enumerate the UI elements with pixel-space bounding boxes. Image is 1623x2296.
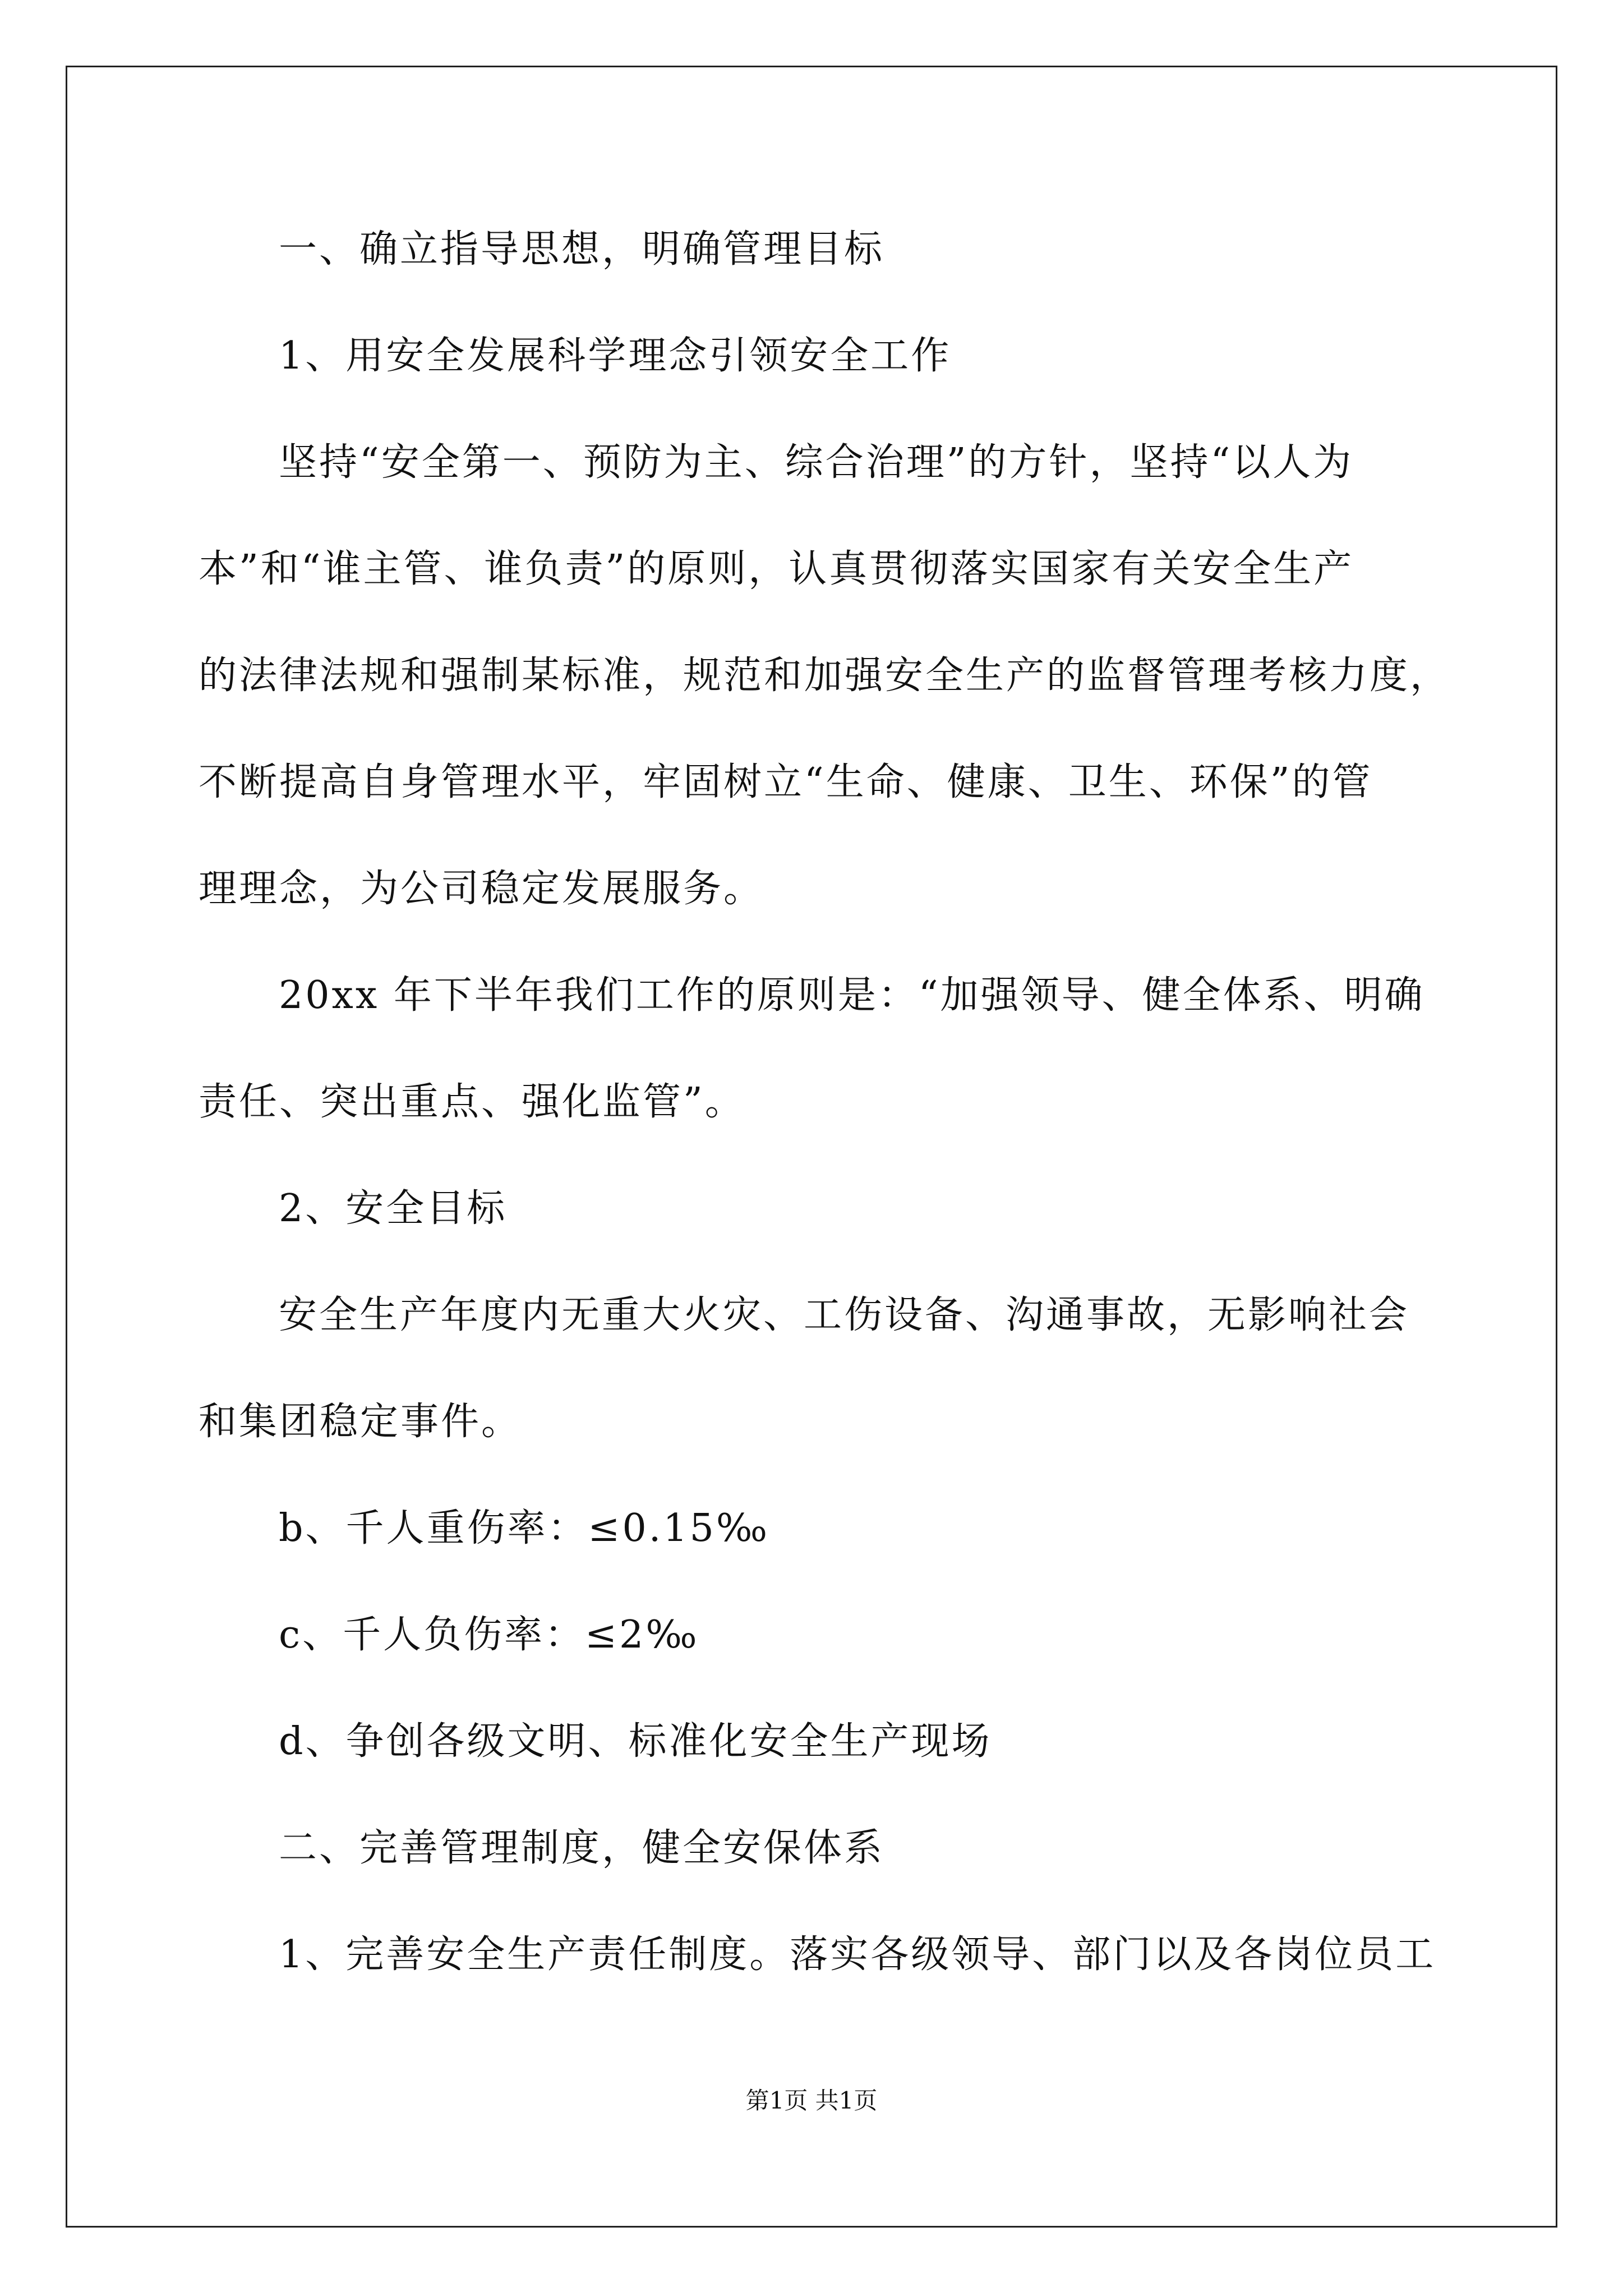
paragraph-line: 责任、突出重点、强化监管”。 <box>199 1080 745 1124</box>
paragraph-line: 的法律法规和强制某标准，规范和加强安全生产的监督管理考核力度， <box>199 654 1451 698</box>
list-item: d、争创各级文明、标准化安全生产现场 <box>279 1719 992 1764</box>
paragraph-line: 20xx 年下半年我们工作的原则是：“加强领导、健全体系、明确 <box>279 973 1425 1018</box>
section-heading-1: 一、确立指导思想，明确管理目标 <box>279 227 885 272</box>
paragraph-line: 理理念，为公司稳定发展服务。 <box>199 867 764 911</box>
paragraph-line: 本”和“谁主管、谁负责”的原则，认真贯彻落实国家有关安全生产 <box>199 547 1354 591</box>
paragraph-line: 坚持“安全第一、预防为主、综合治理”的方针，坚持“以人为 <box>279 440 1354 485</box>
list-item: c、千人负伤率：≤2‰ <box>279 1613 699 1657</box>
section-heading-2: 二、完善管理制度，健全安保体系 <box>279 1826 885 1870</box>
subheading-1-2: 2、安全目标 <box>279 1186 508 1231</box>
subheading-1-1: 1、用安全发展科学理念引领安全工作 <box>279 334 952 378</box>
page-footer: 第1页 共1页 <box>745 2087 878 2114</box>
page-border <box>66 66 1557 2228</box>
paragraph-line: 1、完善安全生产责任制度。落实各级领导、部门以及各岗位员工 <box>279 1932 1436 1977</box>
list-item: b、千人重伤率：≤0.15‰ <box>279 1506 770 1550</box>
paragraph-line: 安全生产年度内无重大火灾、工伤设备、沟通事故，无影响社会 <box>279 1293 1410 1337</box>
paragraph-line: 不断提高自身管理水平，牢固树立“生命、健康、卫生、环保”的管 <box>199 760 1373 804</box>
paragraph-line: 和集团稳定事件。 <box>199 1400 522 1444</box>
